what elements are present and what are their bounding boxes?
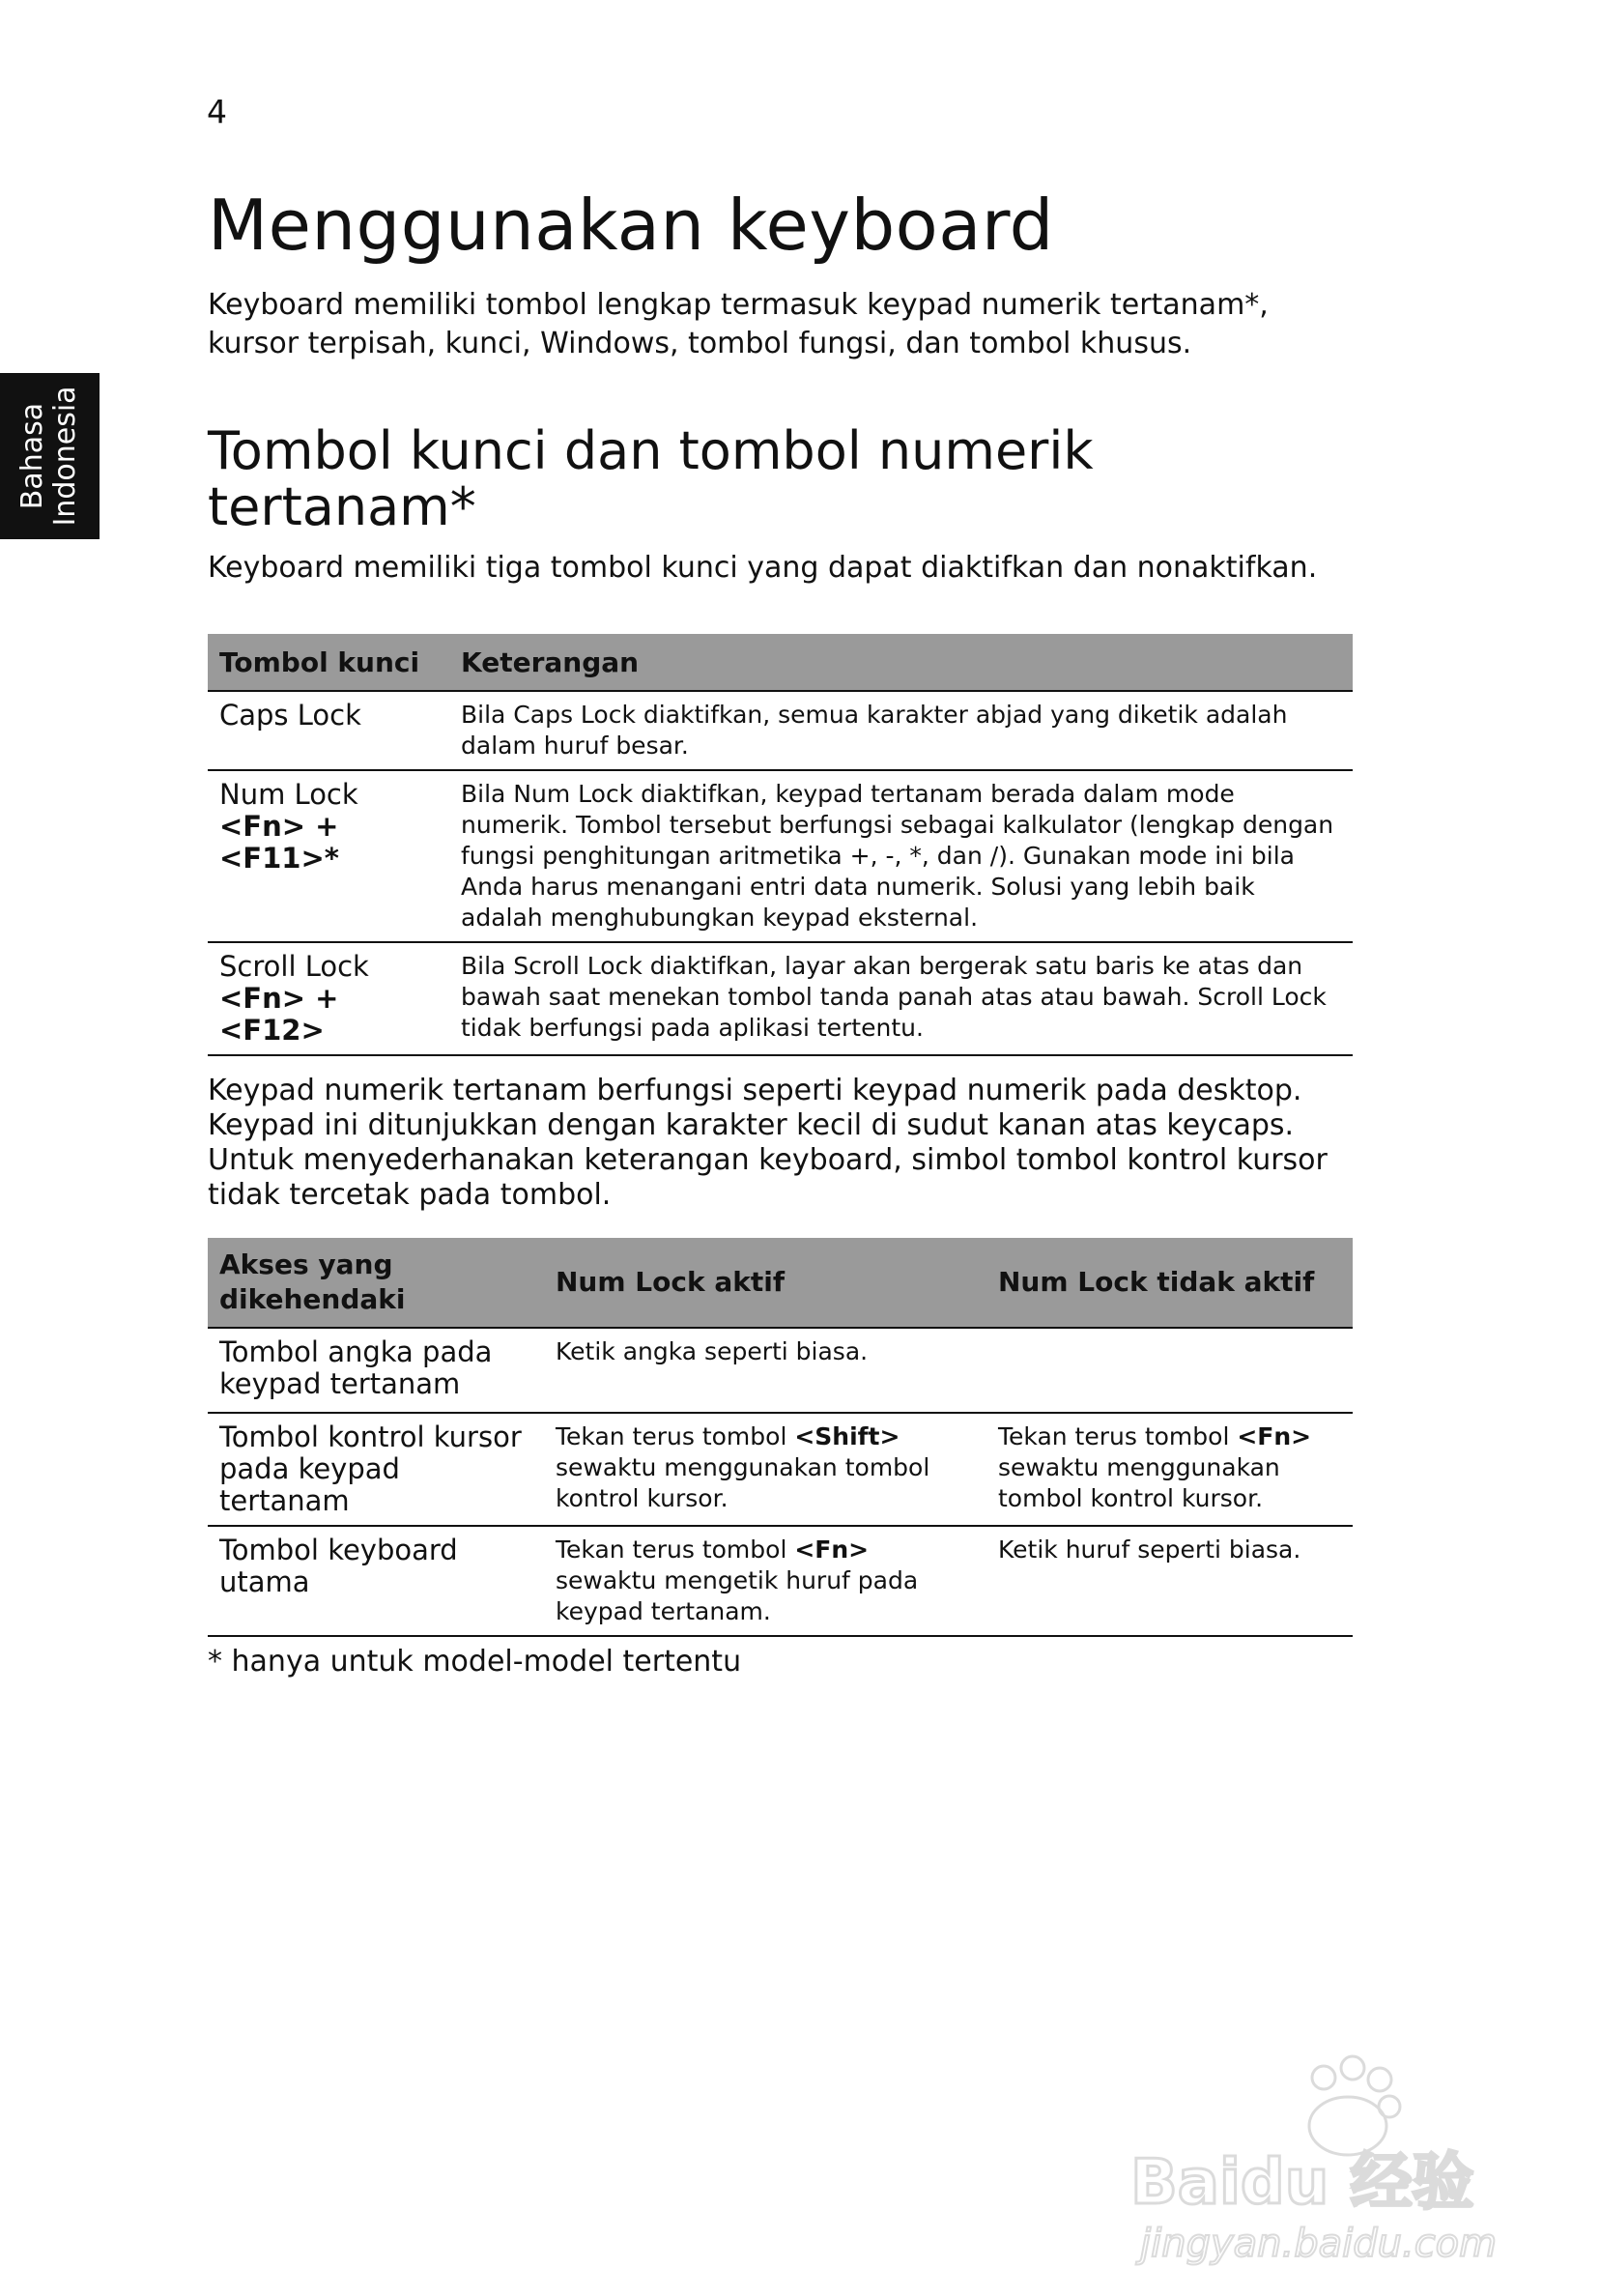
access-cell: Tombol keyboard utama	[208, 1526, 544, 1636]
num-lock-on-cell	[544, 1328, 986, 1413]
header-num-lock-off: Num Lock tidak aktif	[986, 1238, 1353, 1328]
key-combo: <Fn> + <F12>	[219, 982, 339, 1047]
instruction-text: Ketik angka seperti biasa.	[556, 1337, 869, 1365]
key-cell	[208, 691, 449, 770]
description-cell: Bila Num Lock diaktifkan, keypad tertanam berada dalam mode numerik. Tombol tersebut berfungsi sebagai kalkulator (lengkap dengan fungsi penghitungan aritmetika +, -, *, dan /). Gunakan mode ini bila Anda harus menangani entri data numerik. Solusi yang lebih baik adalah menghubungkan keypad eksternal.	[449, 770, 1353, 942]
side-tab-line-2: Indonesia	[48, 386, 82, 527]
table-row	[208, 1413, 1353, 1526]
section-lead: Keyboard memiliki tiga tombol kunci yang dapat diaktifkan dan nonaktifkan.	[208, 551, 1318, 585]
key-cell	[208, 770, 449, 942]
table-header-row	[208, 1238, 1353, 1328]
table-row	[208, 1526, 1353, 1636]
header-description: Keterangan	[449, 634, 1353, 691]
num-lock-off-cell	[986, 1526, 1353, 1636]
page-number: 4	[207, 93, 227, 130]
watermark-url: jingyan.baidu.com	[1140, 2222, 1498, 2266]
intro-paragraph: Keyboard memiliki tombol lengkap termasuk keypad numerik tertanam*, kursor terpisah, kunci, Windows, tombol fungsi, dan tombol khusus.	[208, 288, 1269, 360]
key-label: <Fn>	[1237, 1422, 1312, 1450]
paw-toe-icon	[1341, 2056, 1364, 2080]
instruction-text: Ketik huruf seperti biasa.	[998, 1535, 1301, 1564]
description-cell: Bila Caps Lock diaktifkan, semua karakter abjad yang diketik adalah dalam huruf besar.	[449, 691, 1353, 770]
side-tab-line-1: Bahasa	[15, 402, 49, 510]
num-lock-off-cell	[986, 1413, 1353, 1526]
key-label: <Shift>	[794, 1422, 900, 1450]
language-side-tab	[0, 373, 100, 539]
key-name: Caps Lock	[219, 699, 361, 732]
key-cell	[208, 942, 449, 1055]
lock-keys-table	[208, 634, 1353, 1056]
table-row	[208, 691, 1353, 770]
access-cell: Tombol kontrol kursor pada keypad tertanam	[208, 1413, 544, 1526]
key-label: <Fn>	[794, 1535, 870, 1564]
table-row	[208, 770, 1353, 942]
instruction-text: sewaktu menggunakan tombol kontrol kursor.	[998, 1453, 1280, 1512]
instruction-text: Tekan terus tombol	[556, 1422, 795, 1450]
instruction-text: Tekan terus tombol	[998, 1422, 1238, 1450]
footnote: * hanya untuk model-model tertentu	[208, 1645, 742, 1679]
key-name: Scroll Lock	[219, 950, 369, 983]
page-title: Menggunakan keyboard	[208, 185, 1054, 266]
description-cell: Bila Scroll Lock diaktifkan, layar akan bergerak satu baris ke atas dan bawah saat menekan tombol tanda panah atas atau bawah. Scroll Lock tidak berfungsi pada aplikasi tertentu.	[449, 942, 1353, 1055]
num-lock-on-cell	[544, 1413, 986, 1526]
access-cell: Tombol angka pada keypad tertanam	[208, 1328, 544, 1413]
paw-toe-icon	[1368, 2068, 1391, 2091]
instruction-text: sewaktu mengetik huruf pada keypad tertanam.	[556, 1566, 919, 1625]
paw-pad-icon	[1309, 2097, 1386, 2155]
section-title: Tombol kunci dan tombol numerik tertanam*	[208, 420, 1094, 537]
num-lock-off-cell	[986, 1328, 1353, 1413]
watermark-brand: Baidu 经验	[1130, 2147, 1474, 2219]
instruction-text: sewaktu menggunakan tombol kontrol kursor.	[556, 1453, 930, 1512]
header-access: Akses yang dikehendaki	[208, 1238, 544, 1328]
keypad-access-table	[208, 1238, 1353, 1637]
key-name: Num Lock	[219, 778, 358, 811]
table-row	[208, 942, 1353, 1055]
page-content	[208, 184, 1353, 1681]
num-lock-on-cell	[544, 1526, 986, 1636]
table-header-row	[208, 634, 1353, 691]
table-row	[208, 1328, 1353, 1413]
header-lock-key: Tombol kunci	[208, 634, 449, 691]
baidu-watermark-logo	[1121, 2039, 1507, 2271]
instruction-text: Tekan terus tombol	[556, 1535, 795, 1564]
header-num-lock-on: Num Lock aktif	[544, 1238, 986, 1328]
keypad-paragraph: Keypad numerik tertanam berfungsi seperti keypad numerik pada desktop. Keypad ini ditunjukkan dengan karakter kecil di sudut kanan atas keycaps. Untuk menyederhanakan keterangan keyboard, simbol tombol kontrol kursor tidak tercetak pada tombol.	[208, 1074, 1328, 1212]
key-combo: <Fn> + <F11>*	[219, 810, 339, 875]
paw-toe-icon	[1312, 2066, 1335, 2089]
